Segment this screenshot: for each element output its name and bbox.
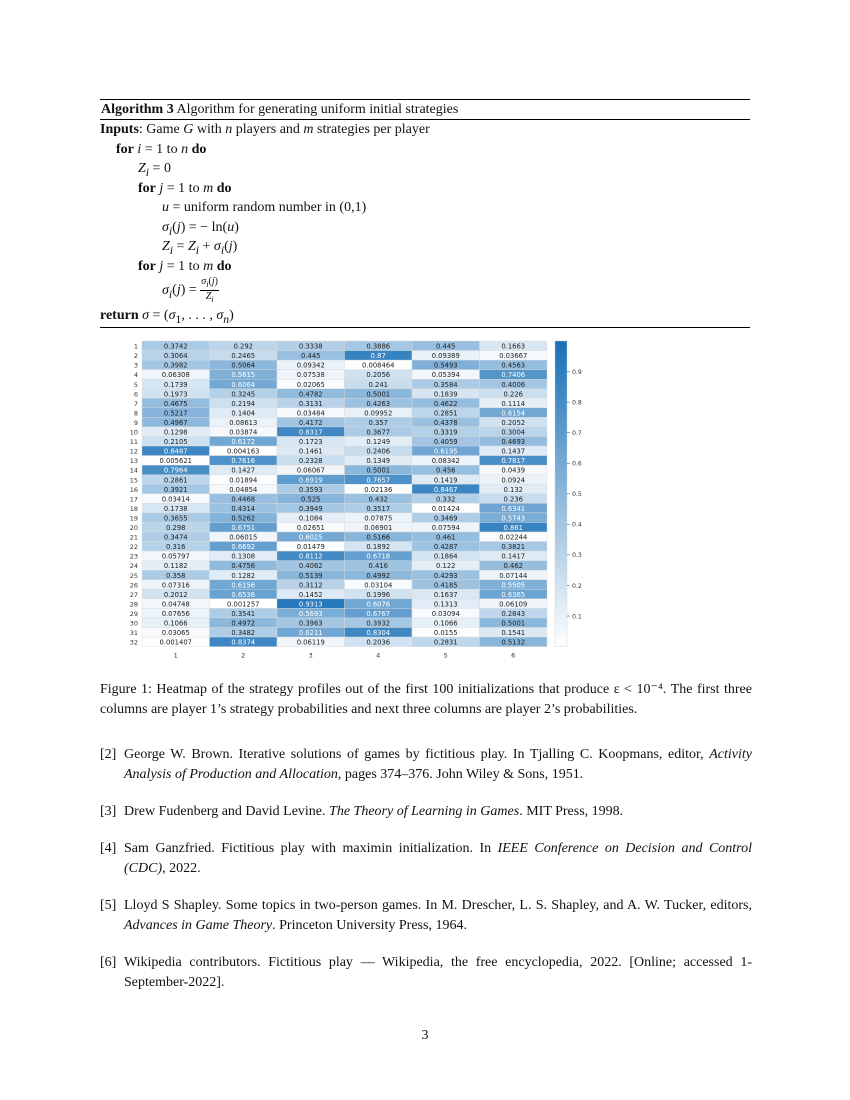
heatmap-cell-label: 0.3064 xyxy=(163,352,188,361)
y-tick-label: 22 xyxy=(129,543,138,552)
heatmap-cell-label: 0.4059 xyxy=(433,438,458,447)
heatmap-cell-label: 0.3593 xyxy=(298,485,323,494)
heatmap-cell-label: 0.7616 xyxy=(231,457,256,466)
heatmap-cell-label: 0.3742 xyxy=(163,342,188,351)
y-tick-label: 10 xyxy=(129,428,138,437)
heatmap-cell-label: 0.6751 xyxy=(231,524,256,532)
heatmap-cell-label: 0.416 xyxy=(368,562,388,571)
y-tick-label: 4 xyxy=(133,371,138,380)
colorbar-tick-label: 0.5 xyxy=(572,491,582,499)
heatmap-cell-label: 0.1541 xyxy=(501,629,526,638)
algorithm-line-5: $\sigma_i(j)$ = − ln(u) xyxy=(162,219,239,238)
heatmap-cell-label: 0.6154 xyxy=(501,409,526,418)
heatmap-cell-label: 0.6536 xyxy=(231,590,256,599)
heatmap-cell-label: 0.4967 xyxy=(163,418,188,427)
inputs-text: : Game G with n players and m strategies per player xyxy=(138,122,430,137)
heatmap-cell-label: 0.06119 xyxy=(296,638,325,647)
heatmap-cell-label: 0.1839 xyxy=(433,390,458,399)
heatmap-cell-label: 0.3319 xyxy=(433,428,458,437)
heatmap-cell-label: 0.06015 xyxy=(229,533,258,542)
y-tick-label: 31 xyxy=(129,629,138,638)
heatmap-cell-label: 0.332 xyxy=(436,495,456,504)
heatmap-cell-label: 0.4622 xyxy=(433,399,458,408)
heatmap-cell-label: 0.3932 xyxy=(366,619,391,628)
heatmap-cell-label: 0.3677 xyxy=(366,428,391,437)
colorbar-tick-label: 0.4 xyxy=(572,521,582,529)
algorithm-inputs xyxy=(100,120,750,140)
heatmap-cell-label: 0.2465 xyxy=(231,352,256,361)
x-tick-label: 2 xyxy=(241,651,246,660)
heatmap-cell-label: 0.2406 xyxy=(366,447,391,456)
heatmap-cell-label: 0.1892 xyxy=(366,543,391,552)
heatmap-cell-label: 0.4006 xyxy=(501,380,526,389)
reference-item: [5] Lloyd S Shapley. Some topics in two-person games. In M. Drescher, L. S. Shapley, and A. W. Tucker, editors, Advances in Game Theory. Princeton University Press, 1964. xyxy=(100,898,752,933)
heatmap-cell-label: 0.4314 xyxy=(231,504,256,513)
heatmap-cell-label: 0.3821 xyxy=(501,543,526,552)
heatmap-cell-label: 0.2843 xyxy=(501,609,526,618)
heatmap-cell-label: 0.1066 xyxy=(433,619,458,628)
heatmap-cell-label: 0.01424 xyxy=(431,504,460,513)
heatmap-cell-label: 0.1427 xyxy=(231,466,256,475)
heatmap-cell-label: 0.6211 xyxy=(298,629,323,638)
heatmap-cell-label: 0.04854 xyxy=(229,485,258,494)
algorithm-line-7: for j = 1 to m do xyxy=(138,258,232,274)
y-tick-label: 11 xyxy=(129,438,138,447)
heatmap-cell-label: 0.07656 xyxy=(161,609,190,618)
heatmap-cell-label: 0.03874 xyxy=(229,428,258,437)
heatmap-cell-label: 0.4756 xyxy=(231,562,256,571)
heatmap-cell-label: 0.7406 xyxy=(501,371,526,380)
x-tick-label: 4 xyxy=(376,651,381,660)
heatmap-cell-label: 0.4563 xyxy=(501,361,526,370)
y-tick-label: 9 xyxy=(133,418,138,427)
heatmap-cell-label: 0.02651 xyxy=(296,524,325,532)
heatmap-cell-label: 0.02136 xyxy=(364,485,393,494)
heatmap-cell-label: 0.6718 xyxy=(366,552,391,561)
heatmap-cell-label: 0.09342 xyxy=(296,361,325,370)
y-tick-label: 20 xyxy=(129,524,138,532)
figure-caption-text: Figure 1: Heatmap of the strategy profiles out of the first 100 initializations that produce ε < 10⁻⁴. The first three columns are player 1’s strategy probabilities and next three columns are player 2’s probabilities. xyxy=(100,682,752,717)
algorithm-line-4: u = uniform random number in (0,1) xyxy=(162,200,367,215)
heatmap-cell-label: 0.005621 xyxy=(159,457,192,466)
heatmap-cell-label: 0.432 xyxy=(368,495,388,504)
heatmap-cell-label: 0.03094 xyxy=(431,609,460,618)
y-tick-label: 6 xyxy=(133,390,138,399)
heatmap-cell-label: 0.2861 xyxy=(163,476,188,485)
heatmap-cell-label: 0.6365 xyxy=(501,590,526,599)
heatmap-cell-label: 0.8487 xyxy=(163,447,188,456)
y-tick-label: 15 xyxy=(129,476,138,485)
heatmap-cell-label: 0.3004 xyxy=(501,428,526,437)
heatmap-cell-label: 0.4675 xyxy=(163,399,188,408)
heatmap-cell-label: 0.3338 xyxy=(298,342,323,351)
algorithm-line-1: for i = 1 to n do xyxy=(116,141,207,157)
heatmap-cell-label: 0.0155 xyxy=(433,629,458,638)
heatmap-cell-label: 0.6156 xyxy=(231,581,256,590)
heatmap-cell-label: 0.1298 xyxy=(163,428,188,437)
heatmap-cell-label: 0.357 xyxy=(368,418,388,427)
heatmap-cell-label: 0.2105 xyxy=(163,438,188,447)
reference-tag: [5] xyxy=(100,898,117,913)
y-tick-label: 19 xyxy=(129,514,138,523)
heatmap-cell-label: 0.1864 xyxy=(433,552,458,561)
heatmap-cell-label: 0.5166 xyxy=(366,533,391,542)
algorithm-line-3: for j = 1 to m do xyxy=(138,180,232,196)
heatmap-cell-label: 0.6172 xyxy=(231,438,256,447)
heatmap-figure xyxy=(118,340,758,675)
colorbar xyxy=(555,341,567,647)
heatmap-cell-label: 0.3517 xyxy=(366,504,391,513)
y-tick-label: 2 xyxy=(133,352,138,361)
heatmap-cell-label: 0.461 xyxy=(436,533,456,542)
heatmap-cell-label: 0.298 xyxy=(166,524,186,532)
heatmap-cell-label: 0.6341 xyxy=(501,504,526,513)
heatmap-cell-label: 0.03104 xyxy=(364,581,393,590)
heatmap-cell-label: 0.3482 xyxy=(231,629,256,638)
heatmap-cell-label: 0.1637 xyxy=(433,590,458,599)
heatmap-cell-label: 0.122 xyxy=(436,562,456,571)
heatmap-cell-label: 0.3131 xyxy=(298,399,323,408)
heatmap-cell-label: 0.2036 xyxy=(366,638,391,647)
heatmap-cell-label: 0.4263 xyxy=(366,399,391,408)
heatmap-cell-label: 0.001257 xyxy=(227,600,260,609)
heatmap-cell-label: 0.1723 xyxy=(298,438,323,447)
heatmap-cell-label: 0.1182 xyxy=(163,562,188,571)
heatmap-cell-label: 0.07875 xyxy=(364,514,393,523)
heatmap-svg xyxy=(118,340,758,670)
reference-item: [6] Wikipedia contributors. Fictitious play — Wikipedia, the free encyclopedia, 2022. [Online; accessed 1-September-2022]. xyxy=(100,955,752,990)
heatmap-cell-label: 0.07594 xyxy=(431,524,460,532)
colorbar-tick-label: 0.8 xyxy=(572,399,582,407)
y-tick-label: 13 xyxy=(129,457,138,466)
heatmap-cell-label: 0.7964 xyxy=(163,466,188,475)
heatmap-cell-label: 0.316 xyxy=(166,543,186,552)
heatmap-cell-label: 0.3655 xyxy=(163,514,188,523)
algorithm-line-8: $\sigma_i(j)$ = $\frac{\sigma_i(j)}{Z_i}$ xyxy=(162,276,219,304)
heatmap-cell-label: 0.241 xyxy=(368,380,388,389)
heatmap-cell-label: 0.08613 xyxy=(229,418,258,427)
heatmap-cell-label: 0.4782 xyxy=(298,390,323,399)
y-tick-label: 27 xyxy=(129,590,138,599)
heatmap-cell-label: 0.236 xyxy=(503,495,523,504)
heatmap-cell-label: 0.3921 xyxy=(163,485,188,494)
heatmap-cell-label: 0.3949 xyxy=(298,504,323,513)
heatmap-cell-label: 0.7817 xyxy=(501,457,526,466)
heatmap-cell-label: 0.01479 xyxy=(296,543,325,552)
y-tick-label: 32 xyxy=(129,638,138,647)
heatmap-cell-label: 0.292 xyxy=(233,342,253,351)
heatmap-cell-label: 0.8304 xyxy=(366,629,391,638)
heatmap-cell-label: 0.1452 xyxy=(298,590,323,599)
heatmap-cell-label: 0.2012 xyxy=(163,590,188,599)
y-tick-label: 23 xyxy=(129,552,138,561)
heatmap-cell-label: 0.4185 xyxy=(433,581,458,590)
heatmap-cell-label: 0.01894 xyxy=(229,476,258,485)
colorbar-tick-label: 0.1 xyxy=(572,613,582,621)
heatmap-cell-label: 0.5743 xyxy=(501,514,526,523)
heatmap-cell-label: 0.008464 xyxy=(362,361,395,370)
heatmap-cell-label: 0.5001 xyxy=(501,619,526,628)
heatmap-cell-label: 0.6692 xyxy=(231,543,256,552)
heatmap-cell-label: 0.3584 xyxy=(433,380,458,389)
heatmap-cell-label: 0.1996 xyxy=(366,590,391,599)
colorbar-tick-label: 0.7 xyxy=(572,429,582,437)
heatmap-cell-label: 0.6025 xyxy=(298,533,323,542)
heatmap-cell-label: 0.525 xyxy=(301,495,321,504)
figure-caption xyxy=(100,680,752,720)
heatmap-cell-label: 0.5262 xyxy=(231,514,256,523)
heatmap-cell-label: 0.2831 xyxy=(433,638,458,647)
heatmap-cell-label: 0.9313 xyxy=(298,600,323,609)
heatmap-cell-label: 0.08342 xyxy=(431,457,460,466)
y-tick-label: 17 xyxy=(129,495,138,504)
colorbar-tick-label: 0.3 xyxy=(572,552,582,560)
algorithm-number: Algorithm 3 xyxy=(101,102,174,117)
heatmap-cell-label: 0.3886 xyxy=(366,342,391,351)
heatmap-cell-label: 0.1404 xyxy=(231,409,256,418)
heatmap-cell-label: 0.87 xyxy=(370,352,386,361)
heatmap-cell-label: 0.132 xyxy=(503,485,523,494)
heatmap-cell-label: 0.06308 xyxy=(161,371,190,380)
heatmap-cell-label: 0.3474 xyxy=(163,533,188,542)
heatmap-cell-label: 0.5064 xyxy=(231,361,256,370)
heatmap-cell-label: 0.07316 xyxy=(161,581,190,590)
heatmap-cell-label: 0.8467 xyxy=(433,485,458,494)
heatmap-cell-label: 0.4172 xyxy=(298,418,323,427)
heatmap-cell-label: 0.1066 xyxy=(163,619,188,628)
x-tick-label: 1 xyxy=(173,651,178,660)
y-tick-label: 28 xyxy=(129,600,138,609)
heatmap-cell-label: 0.462 xyxy=(503,562,523,571)
heatmap-cell-label: 0.03065 xyxy=(161,629,190,638)
heatmap-cell-label: 0.1738 xyxy=(163,504,188,513)
heatmap-cell-label: 0.06067 xyxy=(296,466,325,475)
y-tick-label: 30 xyxy=(129,619,138,628)
heatmap-cell-label: 0.1114 xyxy=(501,399,526,408)
reference-tag: [3] xyxy=(100,804,117,819)
y-tick-label: 24 xyxy=(129,562,138,571)
heatmap-cell-label: 0.6195 xyxy=(433,447,458,456)
heatmap-cell-label: 0.4972 xyxy=(231,619,256,628)
heatmap-cell-label: 0.1308 xyxy=(231,552,256,561)
heatmap-cell-label: 0.1417 xyxy=(501,552,526,561)
heatmap-cell-label: 0.1084 xyxy=(298,514,323,523)
heatmap-cell-label: 0.5693 xyxy=(298,609,323,618)
heatmap-cell-label: 0.03667 xyxy=(499,352,528,361)
heatmap-cell-label: 0.2851 xyxy=(433,409,458,418)
x-tick-label: 6 xyxy=(511,651,516,660)
heatmap-cell-label: 0.1349 xyxy=(366,457,391,466)
heatmap-cell-label: 0.6767 xyxy=(366,609,391,618)
y-tick-label: 25 xyxy=(129,571,138,580)
heatmap-cell-label: 0.5001 xyxy=(366,466,391,475)
heatmap-cell-label: 0.4287 xyxy=(433,543,458,552)
heatmap-cell-label: 0.4693 xyxy=(501,438,526,447)
heatmap-cell-label: 0.6076 xyxy=(366,600,391,609)
heatmap-cell-label: 0.5001 xyxy=(366,390,391,399)
x-tick-label: 3 xyxy=(308,651,313,660)
algorithm-bottom-rule xyxy=(100,327,750,328)
y-tick-label: 1 xyxy=(133,342,138,351)
heatmap-cell-label: 0.4468 xyxy=(231,495,256,504)
heatmap-cell-label: 0.358 xyxy=(166,571,186,580)
heatmap-cell-label: 0.4062 xyxy=(298,562,323,571)
heatmap-cell-label: 0.1437 xyxy=(501,447,526,456)
algorithm-line-6: $Z_i = Z_i + \sigma_i(j)$ xyxy=(162,239,238,257)
heatmap-cell-label: 0.4378 xyxy=(433,418,458,427)
references-list xyxy=(100,745,752,1010)
heatmap-cell-label: 0.445 xyxy=(301,352,321,361)
reference-tag: [2] xyxy=(100,747,117,762)
heatmap-cell-label: 0.03484 xyxy=(296,409,325,418)
heatmap-cell-label: 0.1739 xyxy=(163,380,188,389)
reference-item: [4] Sam Ganzfried. Fictitious play with maximin initialization. In IEEE Conference on Decision and Control (CDC), 2022. xyxy=(100,841,752,876)
heatmap-cell-label: 0.1282 xyxy=(231,571,256,580)
heatmap-cell-label: 0.3112 xyxy=(298,581,323,590)
colorbar-tick-label: 0.9 xyxy=(572,368,582,376)
heatmap-cell-label: 0.02065 xyxy=(296,380,325,389)
heatmap-cell-label: 0.1249 xyxy=(366,438,391,447)
heatmap-cell-label: 0.5615 xyxy=(231,371,256,380)
algorithm-body xyxy=(100,120,750,326)
y-tick-label: 3 xyxy=(133,361,138,370)
heatmap-cell-label: 0.5132 xyxy=(501,638,526,647)
heatmap-cell-label: 0.8374 xyxy=(231,638,256,647)
colorbar-tick-label: 0.6 xyxy=(572,460,582,468)
heatmap-cell-label: 0.1419 xyxy=(433,476,458,485)
heatmap-cell-label: 0.05394 xyxy=(431,371,460,380)
y-tick-label: 8 xyxy=(133,409,138,418)
heatmap-cell-label: 0.226 xyxy=(503,390,523,399)
heatmap-cell-label: 0.2194 xyxy=(231,399,256,408)
heatmap-cell-label: 0.06109 xyxy=(499,600,528,609)
heatmap-cell-label: 0.09389 xyxy=(431,352,460,361)
colorbar-tick-label: 0.2 xyxy=(572,582,582,590)
reference-item: [3] Drew Fudenberg and David Levine. The Theory of Learning in Games. MIT Press, 1998. xyxy=(100,802,752,822)
reference-item: [2] George W. Brown. Iterative solutions of games by fictitious play. In Tjalling C. Koopmans, editor, Activity Analysis of Production and Allocation, pages 374–376. John Wiley & Sons, 1951. xyxy=(100,747,752,782)
heatmap-cell-label: 0.1973 xyxy=(163,390,188,399)
heatmap-cell-label: 0.5139 xyxy=(298,571,323,580)
algorithm-title: Algorithm for generating uniform initial strategies xyxy=(176,102,459,117)
y-tick-label: 5 xyxy=(133,380,138,389)
heatmap-cell-label: 0.5505 xyxy=(501,581,526,590)
reference-tag: [4] xyxy=(100,841,117,856)
heatmap-cell-label: 0.004163 xyxy=(227,447,260,456)
heatmap-cell-label: 0.05797 xyxy=(161,552,190,561)
inputs-label: Inputs xyxy=(100,122,139,137)
heatmap-cell-label: 0.6919 xyxy=(298,476,323,485)
y-tick-label: 12 xyxy=(129,447,138,456)
heatmap-cell-label: 0.3541 xyxy=(231,609,256,618)
heatmap-cell-label: 0.1663 xyxy=(501,342,526,351)
algorithm-line-9: return $\sigma = (\sigma_1$, . . . , $\sigma_n$) xyxy=(100,308,234,326)
heatmap-cell-label: 0.6064 xyxy=(231,380,256,389)
heatmap-cell-label: 0.02244 xyxy=(499,533,528,542)
heatmap-cell-label: 0.1313 xyxy=(433,600,458,609)
heatmap-cell-label: 0.445 xyxy=(436,342,456,351)
heatmap-cell-label: 0.456 xyxy=(436,466,456,475)
heatmap-cell-label: 0.4293 xyxy=(433,571,458,580)
y-tick-label: 29 xyxy=(129,609,138,618)
heatmap-cell-label: 0.3963 xyxy=(298,619,323,628)
x-tick-label: 5 xyxy=(443,651,448,660)
y-tick-label: 7 xyxy=(133,399,138,408)
page-number: 3 xyxy=(421,1028,429,1043)
heatmap-cell-label: 0.4992 xyxy=(366,571,391,580)
heatmap-cell-label: 0.0439 xyxy=(501,466,526,475)
heatmap-cell-label: 0.001407 xyxy=(159,638,192,647)
heatmap-cell-label: 0.2052 xyxy=(501,418,526,427)
heatmap-cell-label: 0.07538 xyxy=(296,371,325,380)
algorithm-caption xyxy=(100,100,750,119)
heatmap-cell-label: 0.2056 xyxy=(366,371,391,380)
algorithm-block xyxy=(100,99,750,328)
y-tick-label: 26 xyxy=(129,581,138,590)
heatmap-cell-label: 0.861 xyxy=(503,524,523,532)
heatmap-cell-label: 0.8317 xyxy=(298,428,323,437)
heatmap-cell-label: 0.0924 xyxy=(501,476,526,485)
heatmap-cell-label: 0.3469 xyxy=(433,514,458,523)
heatmap-cell-label: 0.2328 xyxy=(298,457,323,466)
heatmap-cell-label: 0.7657 xyxy=(366,476,391,485)
heatmap-cell-label: 0.1461 xyxy=(298,447,323,456)
heatmap-cell-label: 0.5217 xyxy=(163,409,188,418)
heatmap-cell-label: 0.04748 xyxy=(161,600,190,609)
heatmap-cell-label: 0.5493 xyxy=(433,361,458,370)
heatmap-cell-label: 0.07144 xyxy=(499,571,528,580)
heatmap-cell-label: 0.3982 xyxy=(163,361,188,370)
algorithm-line-2: $Z_i = 0$ xyxy=(138,161,171,179)
y-tick-label: 18 xyxy=(129,504,138,513)
y-tick-label: 21 xyxy=(129,533,138,542)
heatmap-cell-label: 0.8112 xyxy=(298,552,323,561)
heatmap-cell-label: 0.03414 xyxy=(161,495,190,504)
heatmap-cell-label: 0.06901 xyxy=(364,524,393,532)
y-tick-label: 16 xyxy=(129,485,138,494)
heatmap-cell-label: 0.09952 xyxy=(364,409,393,418)
heatmap-cell-label: 0.3245 xyxy=(231,390,256,399)
y-tick-label: 14 xyxy=(129,466,138,475)
reference-tag: [6] xyxy=(100,955,117,970)
